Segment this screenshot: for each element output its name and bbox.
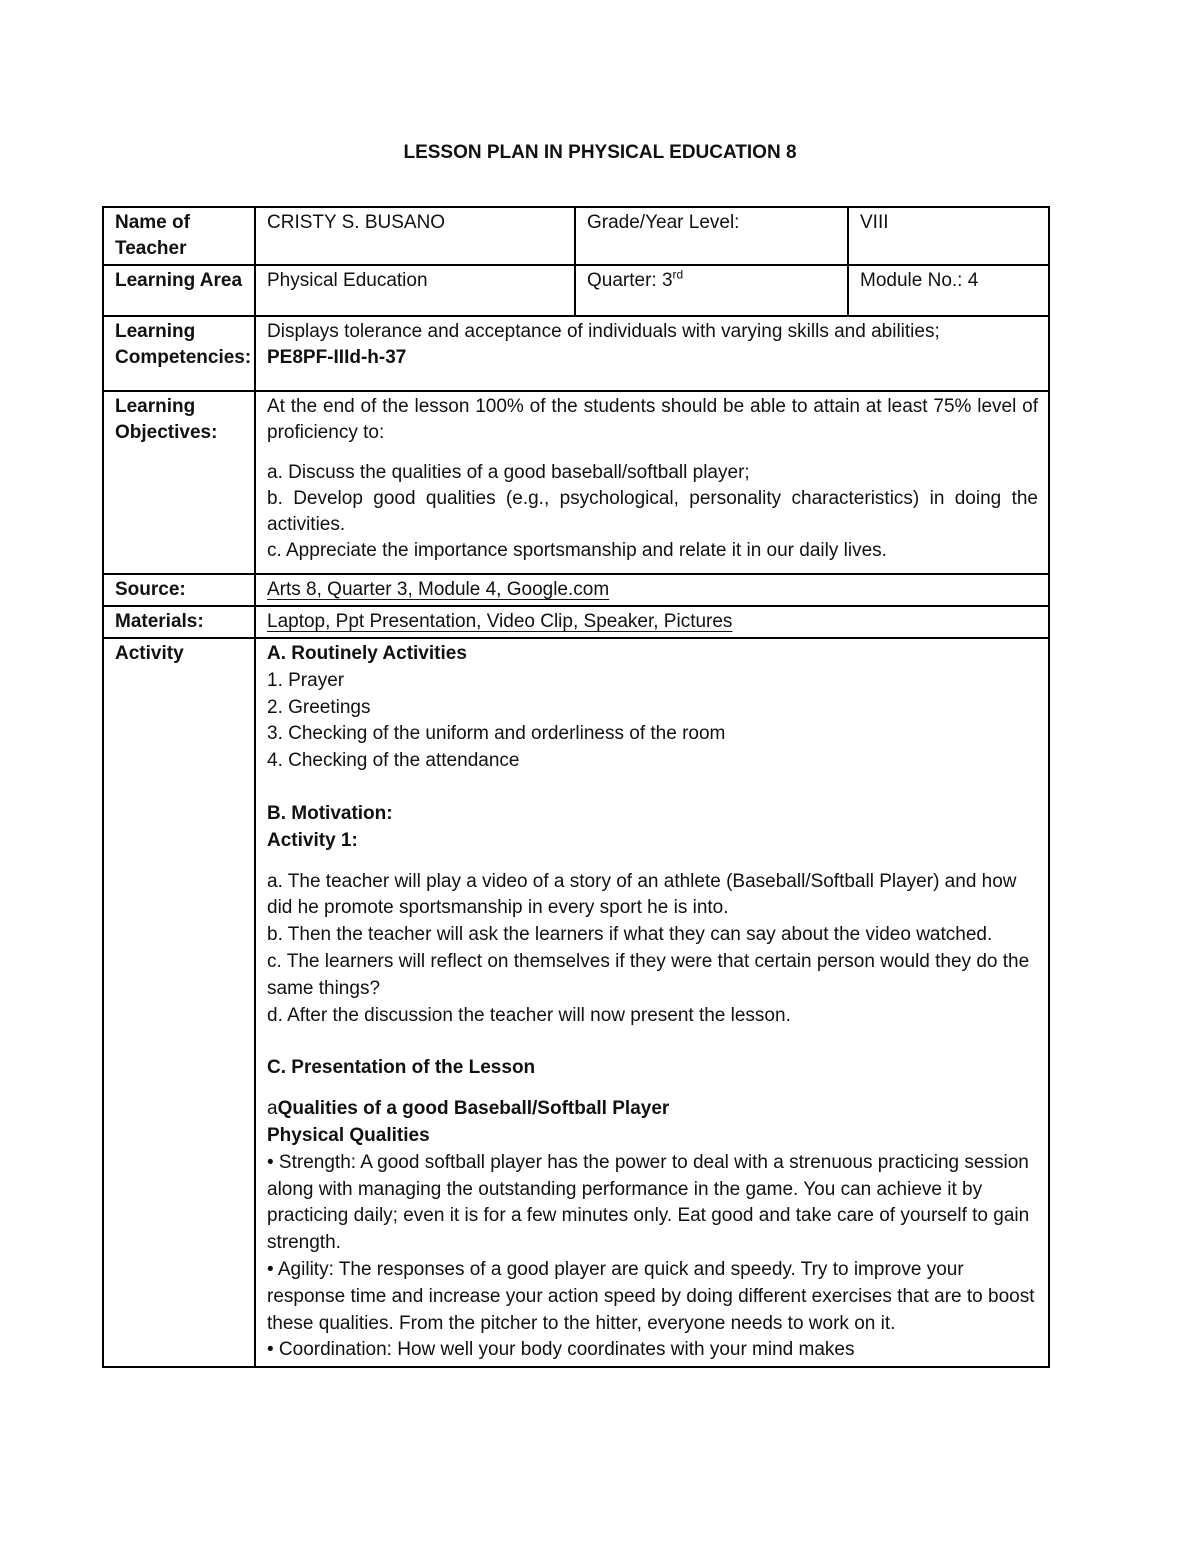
motivation-heading: B. Motivation: <box>267 802 393 824</box>
routine-heading: A. Routinely Activities <box>267 643 467 664</box>
page-title: LESSON PLAN IN PHYSICAL EDUCATION 8 <box>403 142 797 163</box>
grade-label: Grade/Year Level: <box>575 207 848 265</box>
source-value: Arts 8, Quarter 3, Module 4, Google.com <box>255 574 1049 606</box>
routine-item: 1. Prayer <box>267 669 345 691</box>
motivation-item: d. After the discussion the teacher will now present the lesson. <box>267 1004 791 1026</box>
motivation-item: b. Then the teacher will ask the learners if what they can say about the video watched. <box>267 924 993 946</box>
activity1-heading: Activity 1: <box>267 829 358 851</box>
objective-item: b. Develop good qualities (e.g., psychological, personality characteristics) in doing the activities. <box>267 488 1038 535</box>
quarter-suffix: rd <box>672 267 684 282</box>
objectives-intro: At the end of the lesson 100% of the students should be able to attain at least 75% level of proficiency to: <box>267 396 1038 443</box>
row-area <box>103 265 1049 316</box>
objectives-cell <box>255 391 1049 574</box>
physical-item: • Coordination: How well your body coordinates with your mind makes <box>267 1339 855 1361</box>
activity-label: Activity <box>103 638 255 1367</box>
row-materials <box>103 606 1049 638</box>
competencies-text: Displays tolerance and acceptance of individuals with varying skills and abilities; <box>267 321 940 342</box>
competencies-code: PE8PF-IIId-h-37 <box>267 347 407 368</box>
area-label: Learning Area <box>103 265 255 316</box>
source-label: Source: <box>103 574 255 606</box>
motivation-item: c. The learners will reflect on themselves if they were that certain person would they do the same things? <box>267 950 1030 999</box>
physical-heading: Physical Qualities <box>267 1124 430 1146</box>
quarter-cell <box>575 265 848 316</box>
qualities-prefix: a <box>267 1098 278 1120</box>
row-competencies <box>103 316 1049 391</box>
teacher-label: Name of Teacher <box>103 207 255 265</box>
row-objectives <box>103 391 1049 574</box>
routine-item: 3. Checking of the uniform and orderliness of the room <box>267 723 726 745</box>
area-value: Physical Education <box>255 265 575 316</box>
presentation-heading: C. Presentation of the Lesson <box>267 1057 536 1079</box>
materials-value: Laptop, Ppt Presentation, Video Clip, Speaker, Pictures <box>255 606 1049 638</box>
qualities-line <box>267 1096 1038 1123</box>
materials-label: Materials: <box>103 606 255 638</box>
module-label: Module No.: 4 <box>848 265 1049 316</box>
competencies-label: Learning Competencies: <box>103 316 255 391</box>
row-teacher <box>103 207 1049 265</box>
routine-item: 2. Greetings <box>267 696 371 718</box>
qualities-heading: Qualities of a good Baseball/Softball Player <box>277 1098 670 1120</box>
teacher-value: CRISTY S. BUSANO <box>255 207 575 265</box>
grade-value: VIII <box>848 207 1049 265</box>
motivation-item: a. The teacher will play a video of a story of an athlete (Baseball/Softball Player) and how did he promote sportsmanship in every sport he is into. <box>267 870 1017 919</box>
row-source <box>103 574 1049 606</box>
objectives-label: Learning Objectives: <box>103 391 255 574</box>
objective-item: a. Discuss the qualities of a good baseball/softball player; <box>267 462 750 483</box>
activity-cell <box>255 638 1049 1367</box>
routine-item: 4. Checking of the attendance <box>267 750 520 772</box>
quarter-label: Quarter: 3 <box>587 270 673 291</box>
row-activity <box>103 638 1049 1367</box>
physical-item: • Strength: A good softball player has the power to deal with a strenuous practicing session along with managing the outstanding performance in the game. You can achieve it by practicing daily; even it is for a few minutes only. Eat good and take care of yourself to gain strength. <box>267 1151 1030 1254</box>
objective-item: c. Appreciate the importance sportsmanship and relate it in our daily lives. <box>267 540 887 561</box>
lesson-plan-table <box>102 206 1050 1368</box>
competencies-cell <box>255 316 1049 391</box>
physical-item: • Agility: The responses of a good player are quick and speedy. Try to improve your response time and increase your action speed by doing different exercises that are to boost these qualities. From the pitcher to the hitter, everyone needs to work on it. <box>267 1258 1035 1334</box>
